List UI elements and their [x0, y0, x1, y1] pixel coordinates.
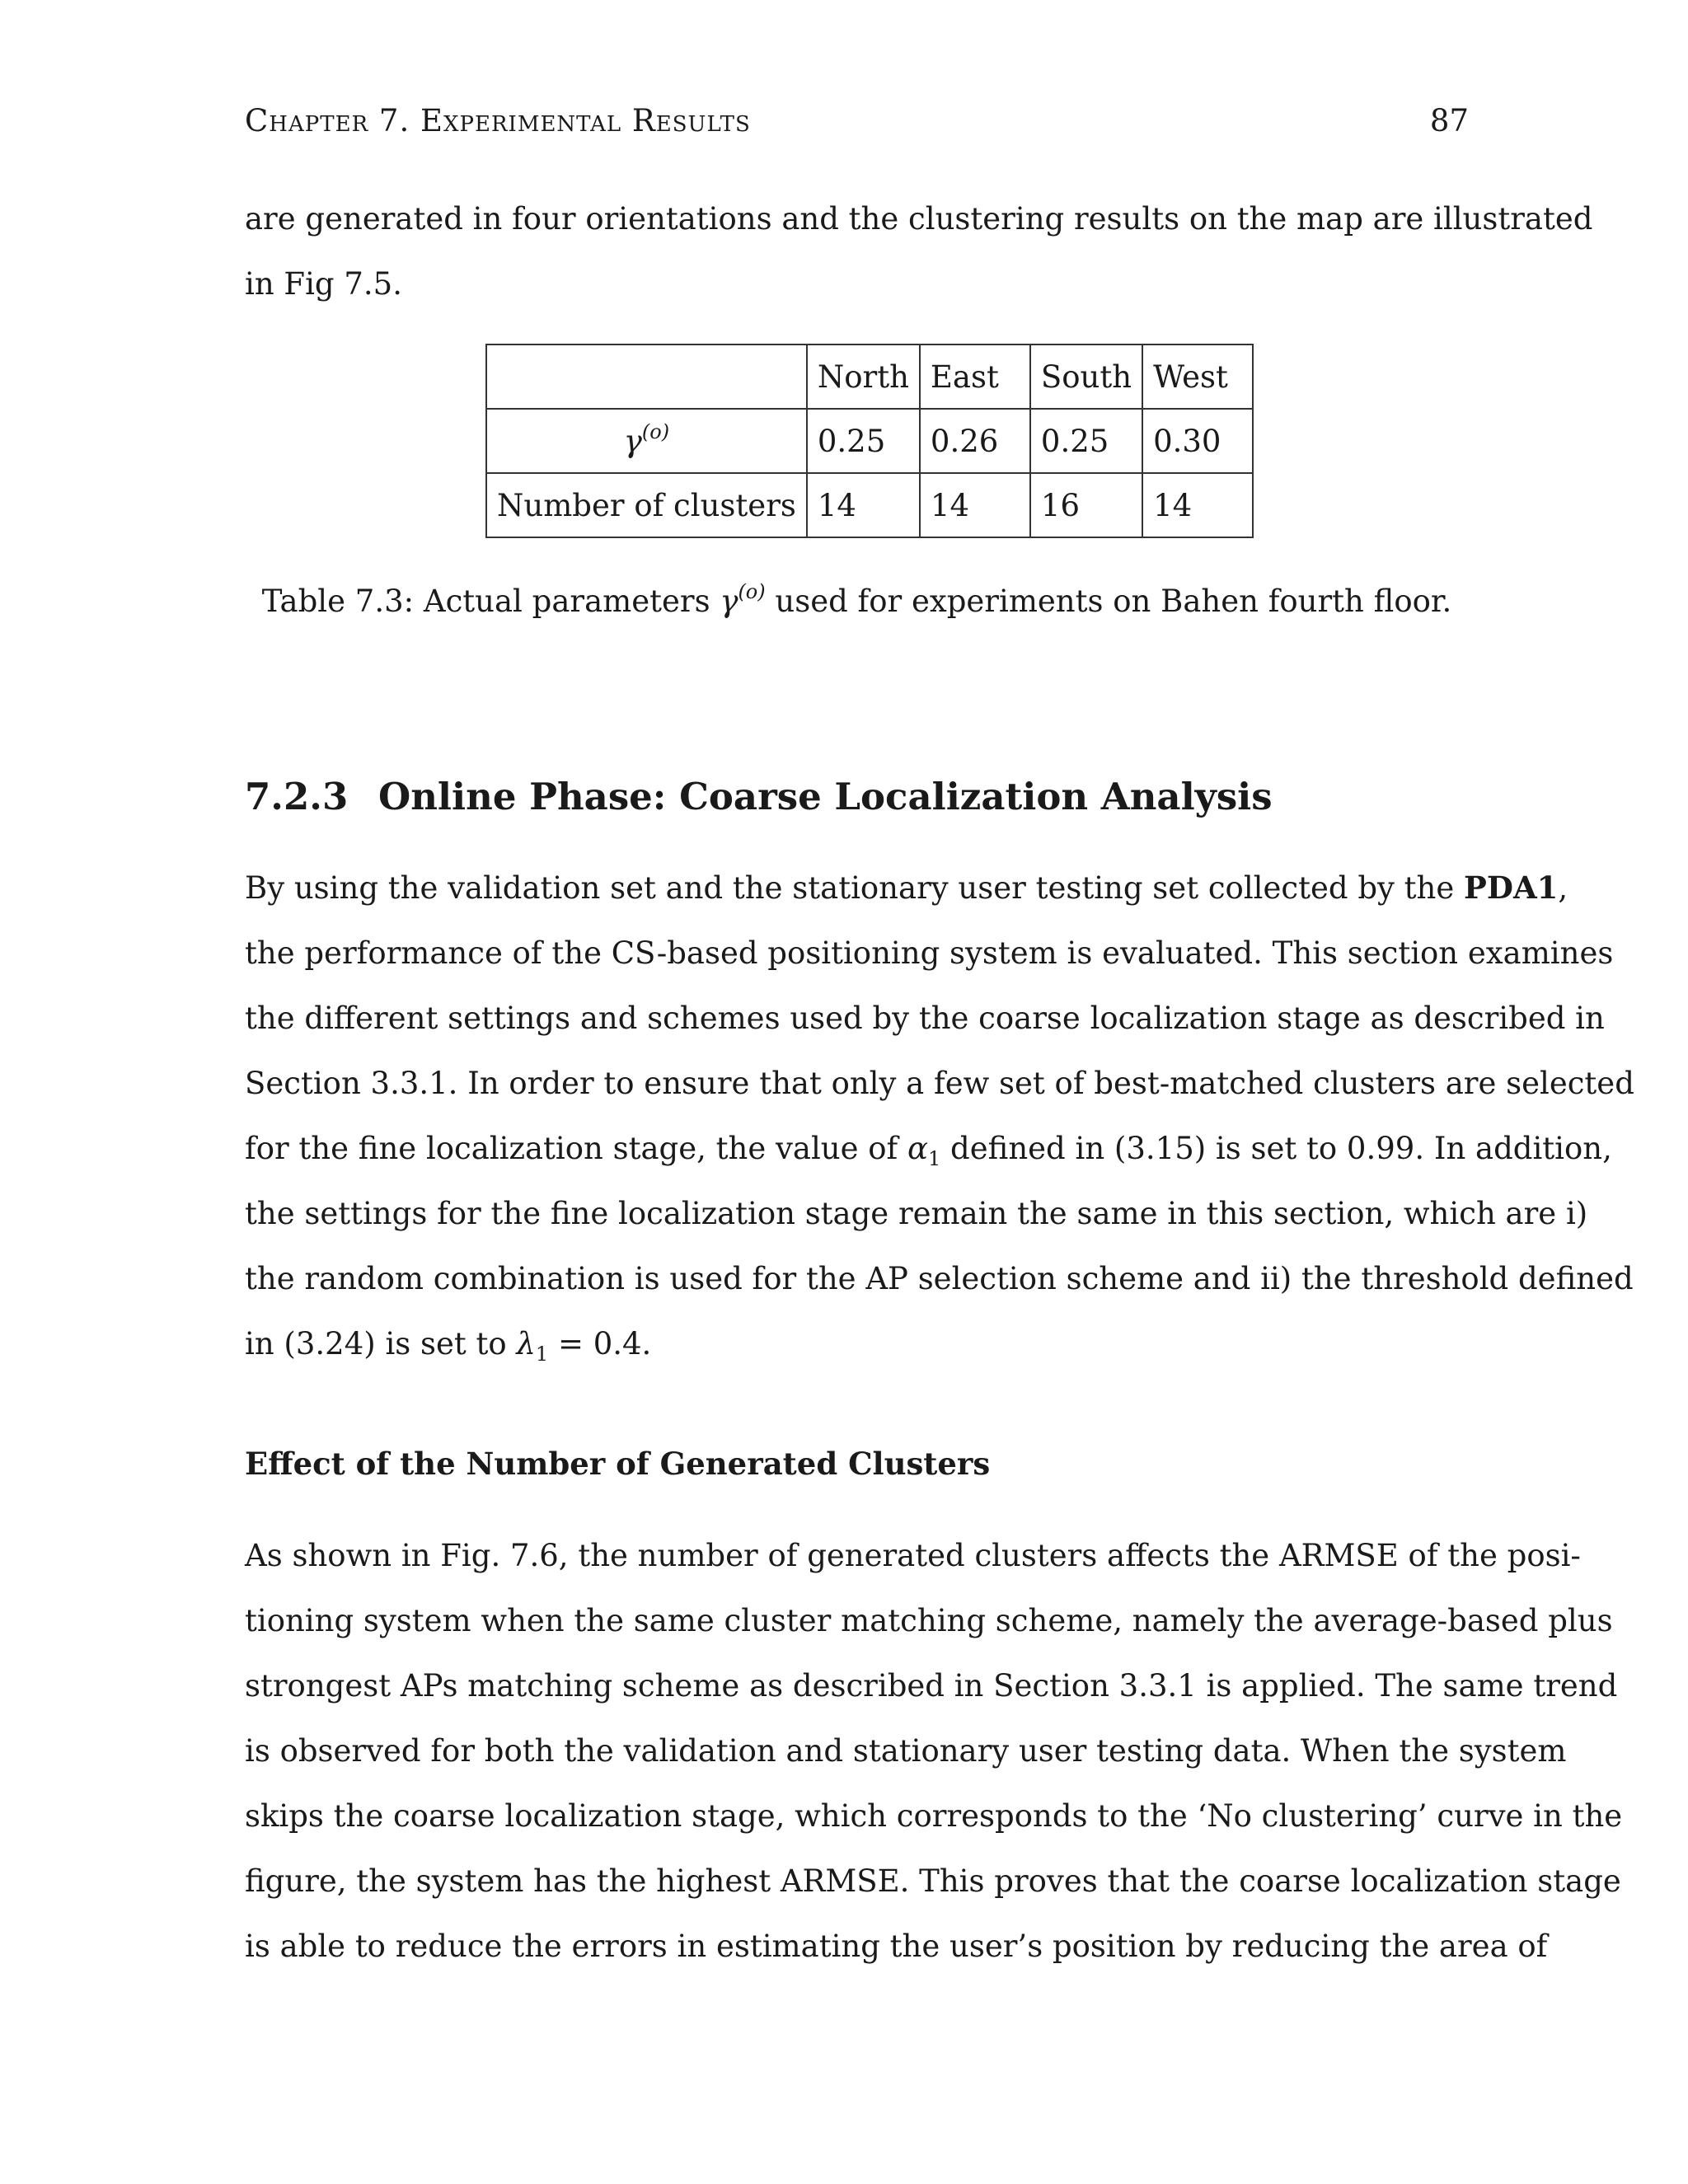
line-text: , — [1558, 870, 1568, 906]
section-heading — [245, 772, 1273, 822]
table-cell: 0.26 — [920, 409, 1030, 473]
parameters-table — [485, 344, 1254, 538]
paragraph-line: is able to reduce the errors in estimating the user’s position by reducing the area of — [245, 1929, 1548, 1964]
line-text: defined in (3.15) is set to 0.99. In addition, — [940, 1131, 1612, 1166]
paragraph-line: skips the coarse localization stage, which corresponds to the ‘No clustering’ curve in the — [245, 1798, 1623, 1834]
caption-gamma-symbol: γ — [720, 583, 738, 619]
paragraph-line: the different settings and schemes used by the coarse localization stage as described in — [245, 1001, 1605, 1036]
gamma-superscript: (o) — [641, 419, 670, 443]
caption-text-after: used for experiments on Bahen fourth floor. — [765, 583, 1452, 619]
table-header-cell: North — [807, 344, 920, 409]
section-title: Online Phase: Coarse Localization Analysis — [378, 775, 1273, 818]
paragraph-line: are generated in four orientations and the clustering results on the map are illustrated — [245, 201, 1593, 237]
paragraph-line: is observed for both the validation and stationary user testing data. When the system — [245, 1733, 1567, 1769]
line-text: for the fine localization stage, the value of — [245, 1131, 908, 1166]
lambda-symbol: λ — [516, 1326, 536, 1361]
chapter-title: Chapter 7. Experimental Results — [245, 103, 751, 138]
paragraph-line — [245, 1116, 1612, 1181]
table-cell: 14 — [920, 473, 1030, 537]
line-text: in (3.24) is set to — [245, 1326, 517, 1361]
paragraph-line: the performance of the CS-based positioning system is evaluated. This section examines — [245, 935, 1614, 971]
table-cell: 0.30 — [1142, 409, 1253, 473]
table-header-cell: South — [1030, 344, 1142, 409]
table-corner-cell — [486, 344, 807, 409]
table-cell: 16 — [1030, 473, 1142, 537]
gamma-symbol: γ — [623, 423, 642, 459]
section-paragraph — [245, 855, 1634, 1376]
paragraph-line: strongest APs matching scheme as described in Section 3.3.1 is applied. The same trend — [245, 1668, 1618, 1704]
line-text: = 0.4. — [548, 1326, 652, 1361]
paragraph-line: Section 3.3.1. In order to ensure that only a few set of best-matched clusters are selected — [245, 1066, 1634, 1101]
table-row-label — [486, 409, 807, 473]
intro-paragraph — [245, 186, 1593, 316]
paragraph-line — [245, 855, 1568, 921]
paragraph-line: the random combination is used for the AP selection scheme and ii) the threshold defined — [245, 1261, 1634, 1296]
alpha-symbol: α — [907, 1131, 929, 1166]
paragraph-line: the settings for the fine localization stage remain the same in this section, which are i) — [245, 1196, 1588, 1231]
alpha-subscript: 1 — [928, 1147, 941, 1170]
table-caption — [245, 581, 1469, 622]
section-number: 7.2.3 — [245, 775, 349, 818]
table-cell: 14 — [1142, 473, 1253, 537]
table-cell: 0.25 — [807, 409, 920, 473]
page-number: 87 — [1429, 103, 1469, 138]
subsection-heading: Effect of the Number of Generated Clusters — [245, 1446, 991, 1482]
caption-text-before: Table 7.3: Actual parameters — [261, 583, 720, 619]
device-name: PDA1 — [1464, 869, 1559, 906]
table-header-cell: East — [920, 344, 1030, 409]
table-row — [486, 473, 1253, 537]
running-head — [245, 101, 1469, 142]
paragraph-line: tioning system when the same cluster matching scheme, namely the average-based plus — [245, 1603, 1613, 1638]
subsection-paragraph — [245, 1523, 1623, 1979]
table-header-cell: West — [1142, 344, 1253, 409]
paragraph-line: figure, the system has the highest ARMSE. This proves that the coarse localization stage — [245, 1863, 1621, 1899]
table-row — [486, 409, 1253, 473]
paragraph-line: As shown in Fig. 7.6, the number of generated clusters affects the ARMSE of the posi- — [245, 1538, 1581, 1573]
caption-gamma-superscript: (o) — [738, 580, 766, 603]
table-cell: 0.25 — [1030, 409, 1142, 473]
lambda-subscript: 1 — [535, 1343, 549, 1366]
paragraph-line: in Fig 7.5. — [245, 266, 402, 302]
line-text: By using the validation set and the stationary user testing set collected by the — [245, 870, 1465, 906]
table-row-label: Number of clusters — [486, 473, 807, 537]
table-header-row — [486, 344, 1253, 409]
table-cell: 14 — [807, 473, 920, 537]
paragraph-line — [245, 1311, 1469, 1376]
